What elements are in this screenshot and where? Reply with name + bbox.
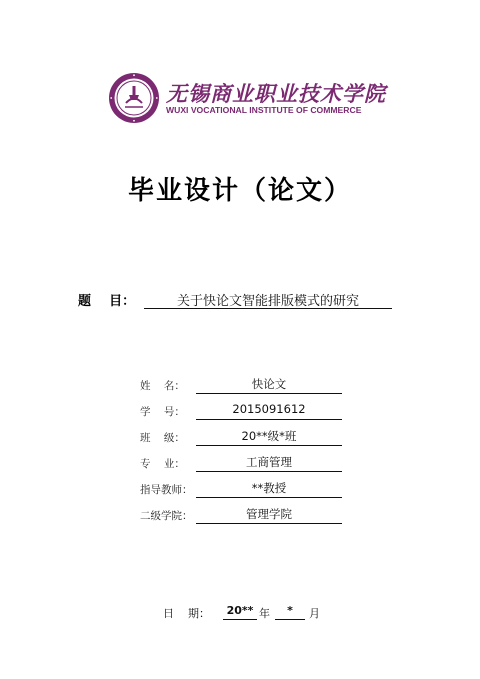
- date-line: [163, 604, 333, 622]
- date-year: 20**: [223, 604, 257, 620]
- info-label: 班 级：: [140, 432, 185, 444]
- date-month: *: [275, 604, 305, 620]
- info-label: 指导教师：: [140, 484, 193, 496]
- topic-value: 关于快论文智能排版模式的研究: [144, 290, 392, 309]
- document-title: 毕业设计（论文）: [127, 176, 352, 206]
- student-info: [140, 376, 350, 532]
- info-label: 姓 名：: [140, 380, 185, 392]
- info-row-major: [140, 454, 350, 480]
- info-row-college: [140, 506, 350, 532]
- info-row-class: [140, 428, 350, 454]
- school-logo: [108, 72, 386, 124]
- info-label: 二级学院：: [140, 510, 193, 522]
- info-value: 2015091612: [196, 402, 342, 420]
- info-row-student-id: [140, 402, 350, 428]
- info-value: 快论文: [196, 376, 342, 394]
- school-name-cn: 无锡商业职业技术学院: [166, 81, 386, 106]
- date-month-suffix: 月: [309, 607, 320, 620]
- info-label: 学 号：: [140, 406, 185, 418]
- info-value: 20**级*班: [196, 428, 342, 446]
- topic-label: 题 目：: [78, 294, 136, 309]
- school-seal-icon: [108, 72, 160, 124]
- info-row-advisor: [140, 480, 350, 506]
- school-name-en: WUXI VOCATIONAL INSTITUTE OF COMMERCE: [166, 105, 362, 115]
- topic-line: [78, 290, 408, 312]
- info-value: 管理学院: [196, 506, 342, 524]
- date-year-suffix: 年: [259, 607, 270, 620]
- info-label: 专 业：: [140, 458, 185, 470]
- date-label: 日 期：: [163, 607, 210, 620]
- info-value: **教授: [196, 480, 342, 498]
- info-row-name: [140, 376, 350, 402]
- info-value: 工商管理: [196, 454, 342, 472]
